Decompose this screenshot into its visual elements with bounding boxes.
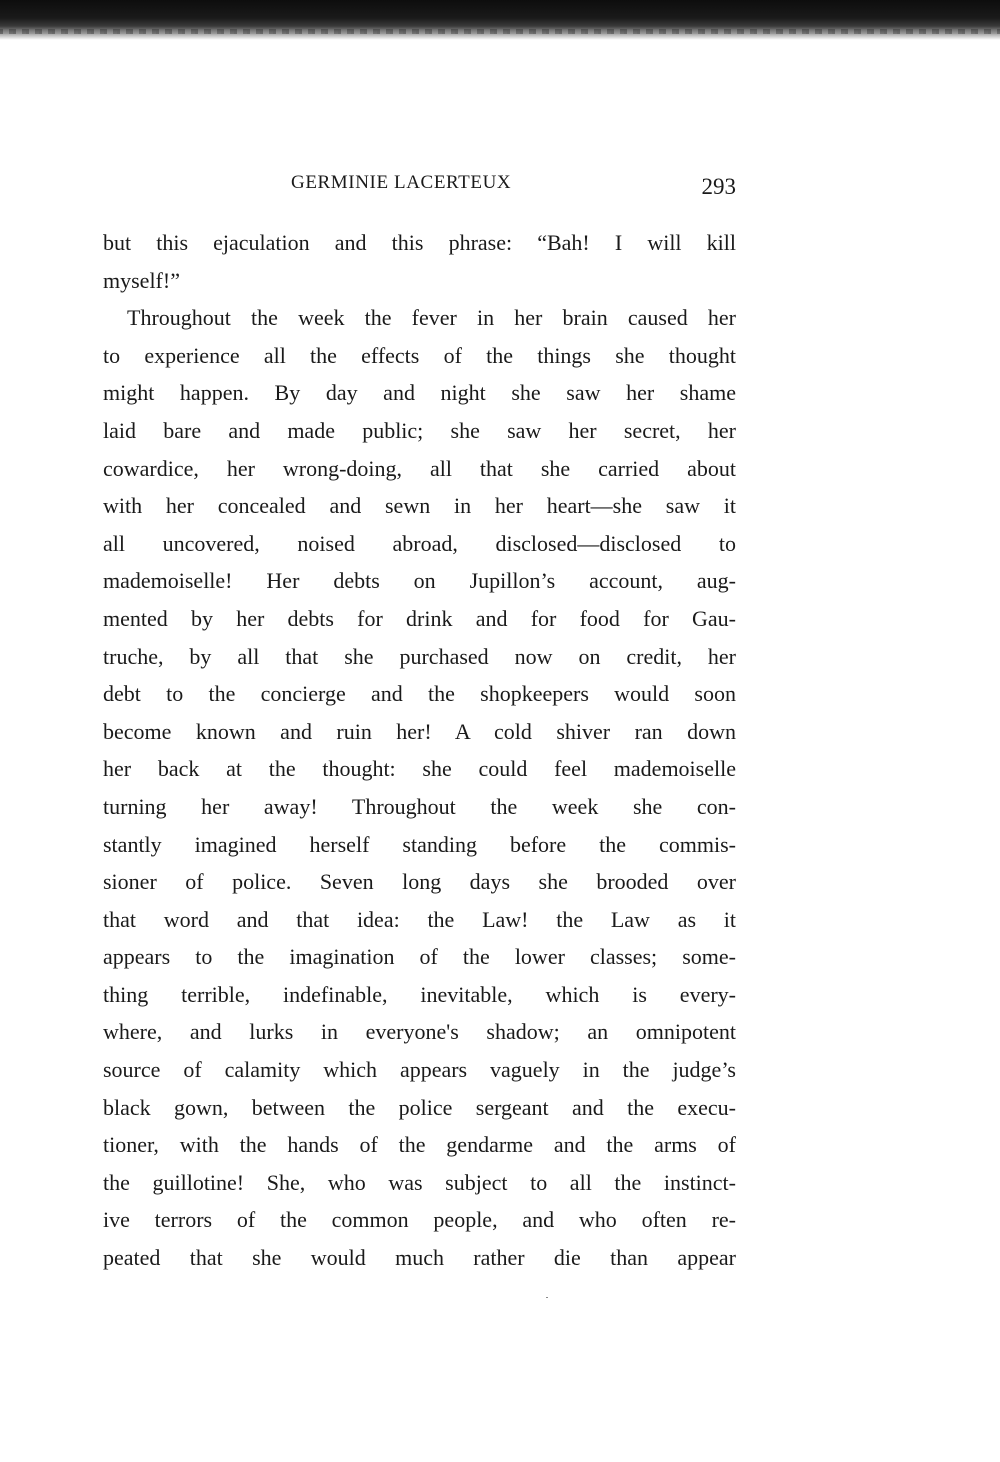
text-line: ive terrors of the common people, and who often re- bbox=[103, 1207, 736, 1233]
text-line: laid bare and made public; she saw her secret, her bbox=[103, 417, 736, 443]
text-line: tioner, with the hands of the gendarme and the arms of bbox=[103, 1132, 736, 1158]
text-line: mademoiselle! Her debts on Jupillon’s account, aug- bbox=[103, 568, 736, 594]
text-line: that word and that idea: the Law! the Law as it bbox=[103, 906, 736, 932]
page-number: 293 bbox=[701, 174, 736, 199]
text-line: stantly imagined herself standing before the commis- bbox=[103, 831, 736, 857]
text-line: her back at the thought: she could feel mademoiselle bbox=[103, 756, 736, 782]
text-line: sioner of police. Seven long days she brooded over bbox=[103, 869, 736, 895]
paragraph-2 bbox=[103, 299, 736, 1276]
running-title: GERMINIE LACERTEUX bbox=[291, 172, 512, 193]
text-line: all uncovered, noised abroad, disclosed—disclosed to bbox=[103, 530, 736, 556]
text-line: thing terrible, indefinable, inevitable, which is every- bbox=[103, 981, 736, 1007]
text-line: Throughout the week the fever in her brain caused her bbox=[127, 305, 736, 331]
text-line: source of calamity which appears vaguely in the judge’s bbox=[103, 1057, 736, 1083]
paragraph-1 bbox=[103, 224, 736, 299]
text-line: truche, by all that she purchased now on credit, her bbox=[103, 643, 736, 669]
running-head bbox=[103, 172, 736, 202]
text-line: where, and lurks in everyone's shadow; an omnipotent bbox=[103, 1019, 736, 1045]
paper-speck bbox=[546, 1297, 548, 1298]
text-line: become known and ruin her! A cold shiver ran down bbox=[103, 718, 736, 744]
text-line: turning her away! Throughout the week she con- bbox=[103, 793, 736, 819]
text-line: black gown, between the police sergeant and the execu- bbox=[103, 1094, 736, 1120]
body-text bbox=[103, 224, 736, 1277]
text-line: might happen. By day and night she saw her shame bbox=[103, 380, 736, 406]
scan-edge bbox=[0, 0, 1000, 40]
text-line: but this ejaculation and this phrase: “Bah! I will kill bbox=[103, 230, 736, 255]
text-line: myself!” bbox=[103, 267, 180, 293]
text-line: debt to the concierge and the shopkeepers would soon bbox=[103, 681, 736, 707]
text-line: the guillotine! She, who was subject to all the instinct- bbox=[103, 1169, 736, 1195]
text-line: peated that she would much rather die than appear bbox=[103, 1245, 736, 1271]
text-line: cowardice, her wrong-doing, all that she carried about bbox=[103, 455, 736, 481]
text-line: appears to the imagination of the lower classes; some- bbox=[103, 944, 736, 970]
text-line: to experience all the effects of the things she thought bbox=[103, 342, 736, 368]
text-line: mented by her debts for drink and for food for Gau- bbox=[103, 605, 736, 631]
text-line: with her concealed and sewn in her heart—she saw it bbox=[103, 493, 736, 519]
